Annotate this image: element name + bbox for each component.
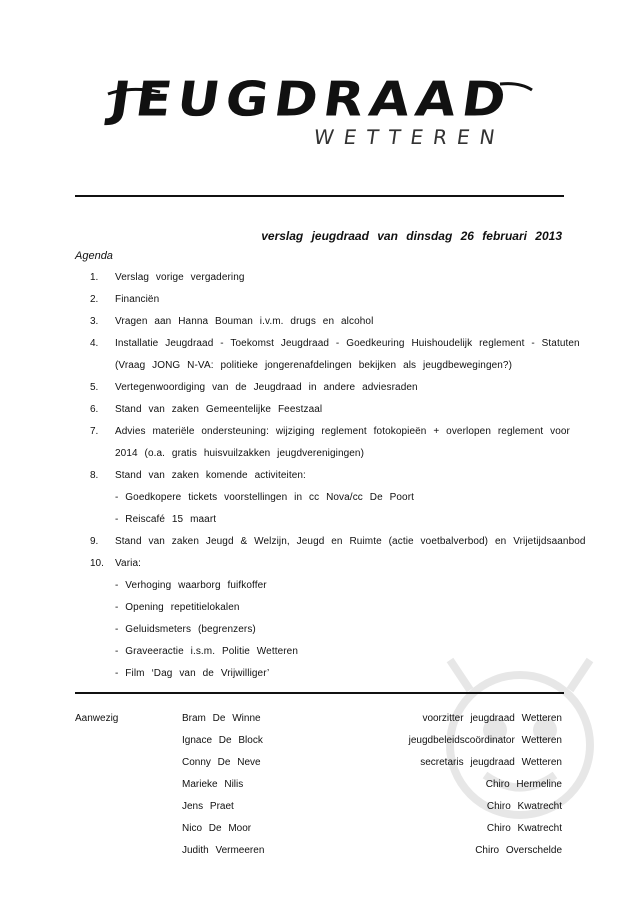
agenda-number: 7. — [90, 426, 99, 437]
attendee-name: Judith Vermeeren — [182, 845, 265, 856]
agenda-subitem: - Goedkopere tickets voorstellingen in cc Nova/cc De Poort — [115, 492, 415, 503]
agenda-item: Stand van zaken Gemeentelijke Feestzaal — [115, 404, 323, 415]
agenda-number: 8. — [90, 470, 99, 481]
agenda-item: Stand van zaken komende activiteiten: — [115, 470, 306, 481]
agenda-number: 3. — [90, 316, 99, 327]
agenda-item: Vertegenwoordiging van de Jeugdraad in andere adviesraden — [115, 382, 418, 393]
agenda-heading: Agenda — [75, 250, 113, 262]
bottom-divider — [75, 692, 564, 694]
agenda-subitem: - Opening repetitielokalen — [115, 602, 240, 613]
attendee-role: Chiro Kwatrecht — [486, 801, 562, 812]
agenda-number: 5. — [90, 382, 99, 393]
attendance-label: Aanwezig — [75, 713, 119, 724]
attendee-role: secretaris jeugdraad Wetteren — [420, 757, 562, 768]
agenda-item: Verslag vorige vergadering — [115, 272, 245, 283]
agenda-number: 6. — [90, 404, 99, 415]
agenda-item: Financiën — [115, 294, 160, 305]
attendee-name: Nico De Moor — [182, 823, 252, 834]
logo-title: JEUGDRAAD — [106, 72, 516, 128]
logo-subtitle: WETTEREN — [312, 125, 507, 149]
agenda-subitem: - Reiscafé 15 maart — [115, 514, 217, 525]
agenda-number: 4. — [90, 338, 99, 349]
attendee-name: Bram De Winne — [182, 713, 261, 724]
agenda-subitem: - Verhoging waarborg fuifkoffer — [115, 580, 267, 591]
jeugdraad-logo — [100, 72, 540, 162]
attendee-role: Chiro Overschelde — [475, 845, 562, 856]
agenda-subitem: - Graveeractie i.s.m. Politie Wetteren — [115, 646, 299, 657]
document-title: verslag jeugdraad van dinsdag 26 februari 2013 — [261, 229, 562, 243]
attendee-role: jeugdbeleidscoördinator Wetteren — [408, 735, 562, 746]
agenda-item: Installatie Jeugdraad - Toekomst Jeugdraad - Goedkeuring Huishoudelijk reglement - Statuten — [115, 338, 580, 349]
agenda-subitem: - Film ‘Dag van de Vrijwilliger’ — [115, 668, 270, 679]
agenda-number: 9. — [90, 536, 99, 547]
attendee-name: Ignace De Block — [182, 735, 263, 746]
agenda-item: Varia: — [115, 558, 141, 569]
attendee-name: Jens Praet — [182, 801, 234, 812]
agenda-item: Vragen aan Hanna Bouman i.v.m. drugs en alcohol — [115, 316, 374, 327]
attendee-role: voorzitter jeugdraad Wetteren — [422, 713, 562, 724]
top-divider — [75, 195, 564, 197]
agenda-number: 10. — [90, 558, 104, 569]
attendee-name: Marieke Nilis — [182, 779, 244, 790]
agenda-number: 1. — [90, 272, 99, 283]
agenda-item: Advies materiële ondersteuning: wijziging reglement fotokopieën + overlopen reglement voor — [115, 426, 570, 437]
attendee-role: Chiro Hermeline — [485, 779, 562, 790]
agenda-item: Stand van zaken Jeugd & Welzijn, Jeugd en Ruimte (actie voetbalverbod) en Vrijetijdsaanbod — [115, 536, 586, 547]
attendee-name: Conny De Neve — [182, 757, 261, 768]
agenda-number: 2. — [90, 294, 99, 305]
attendee-role: Chiro Kwatrecht — [486, 823, 562, 834]
agenda-subitem: - Geluidsmeters (begrenzers) — [115, 624, 256, 635]
agenda-item-continued: 2014 (o.a. gratis huisvuilzakken jeugdverenigingen) — [115, 448, 365, 459]
agenda-item-continued: (Vraag JONG N-VA: politieke jongerenafdelingen bekijken als jeugdbewegingen?) — [115, 360, 513, 371]
